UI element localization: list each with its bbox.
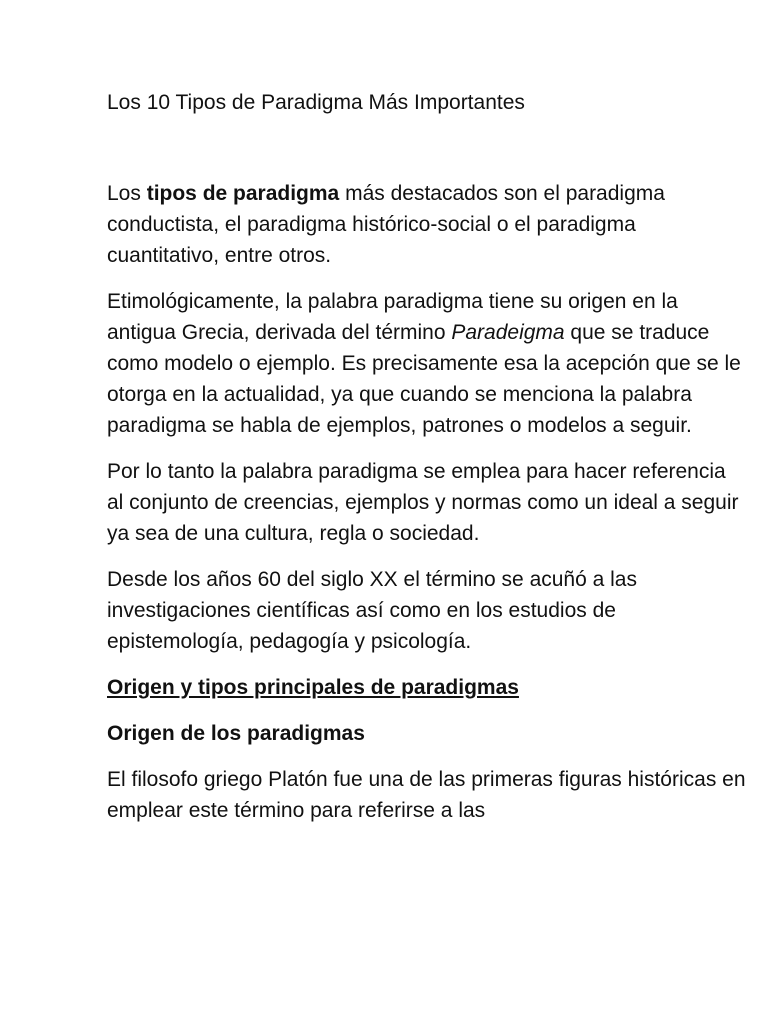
document-page [107,88,747,841]
section-heading: Origen y tipos principales de paradigmas [107,676,519,699]
title-spacer [107,118,747,178]
paragraph-plato: El filosofo griego Platón fue una de las primeras figuras históricas en emplear este término para referirse a las [107,768,746,822]
etymology-before: Etimológicamente, la palabra paradigma tiene su origen en la antigua Grecia, derivada del término [107,290,678,344]
intro-paragraph [107,178,747,271]
intro-bold-term: tipos de paradigma [146,182,340,205]
etymology-italic-term: Paradeigma [451,321,565,344]
intro-prefix: Los [107,182,147,205]
document-title: Los 10 Tipos de Paradigma Más Importantes [107,91,525,114]
intro-suffix: más destacados son el paradigma conductista, el paradigma histórico-social o el paradigma cuantitativo, entre otros. [107,182,665,267]
etymology-after: que se traduce como modelo o ejemplo. Es precisamente esa la acepción que se le otorga en la actualidad, ya que cuando se menciona la palabra paradigma se habla de ejemplos, patrones o modelos a seguir. [107,321,741,437]
paragraph-sixties: Desde los años 60 del siglo XX el término se acuñó a las investigaciones científicas así como en los estudios de epistemología, pedagogía y psicología. [107,568,637,653]
paragraph-beliefs: Por lo tanto la palabra paradigma se emplea para hacer referencia al conjunto de creencias, ejemplos y normas como un ideal a seguir ya sea de una cultura, regla o sociedad. [107,460,739,545]
subsection-heading: Origen de los paradigmas [107,722,365,745]
etymology-paragraph [107,286,747,441]
